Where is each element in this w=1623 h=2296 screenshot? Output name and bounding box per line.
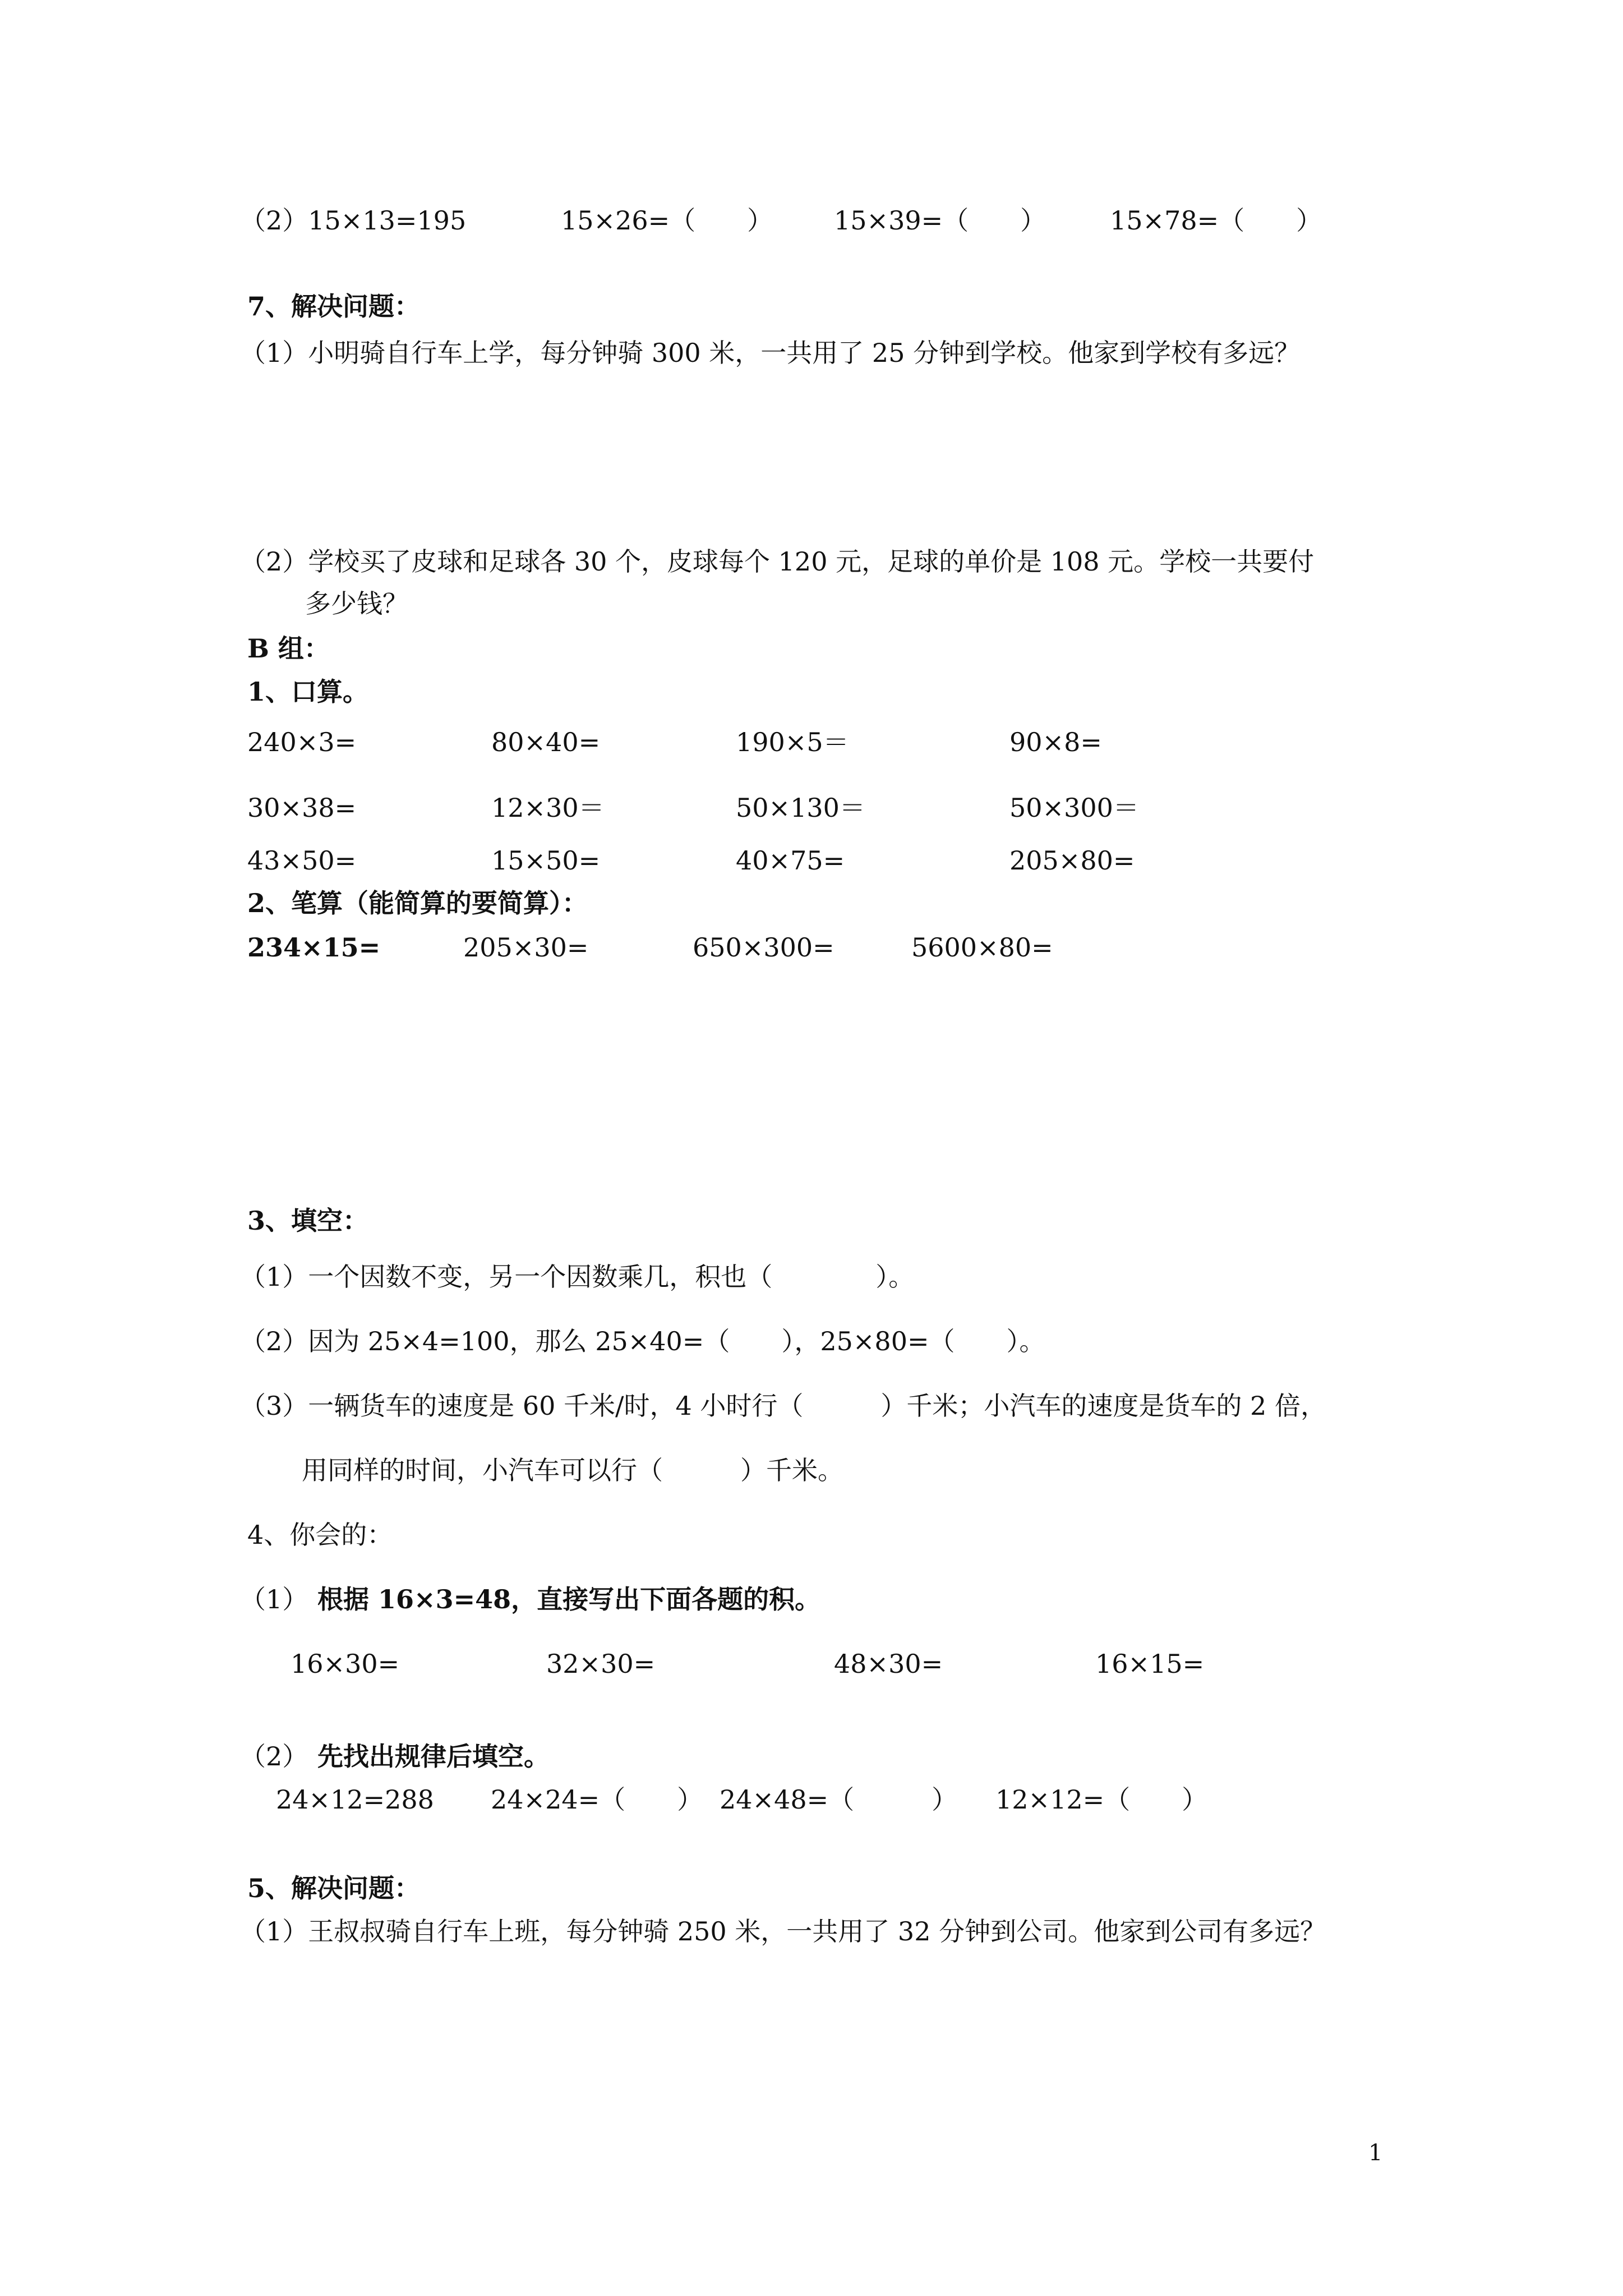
b1-r3-c1: 43×50= bbox=[247, 845, 357, 876]
b4-p2-item-1: 24×12=288 bbox=[276, 1784, 434, 1815]
b1-r2-c2: 12×30＝ bbox=[491, 793, 605, 823]
page-number: 1 bbox=[1368, 2140, 1383, 2166]
b4-p2-item-2: 24×24=（ ） bbox=[491, 1784, 703, 1815]
b2-item-4: 5600×80= bbox=[911, 932, 1053, 963]
q6-item-2: 15×39=（ ） bbox=[834, 205, 1046, 236]
b3-item-2: （2）因为 25×4=100，那么 25×40=（ ），25×80=（ ）。 bbox=[240, 1326, 1045, 1356]
b1-r1-c1: 240×3= bbox=[247, 727, 357, 757]
b4-p1-item-1: 16×30= bbox=[291, 1649, 400, 1679]
b3-item-1: （1）一个因数不变，另一个因数乘几，积也（ ）。 bbox=[240, 1262, 915, 1292]
b4-part-1-label: （1） bbox=[240, 1584, 308, 1614]
q7-problem-1: （1）小明骑自行车上学，每分钟骑 300 米，一共用了 25 分钟到学校。他家到学校有多远？ bbox=[240, 338, 1301, 368]
b3-item-3-line-2: 用同样的时间，小汽车可以行（ ）千米。 bbox=[302, 1455, 843, 1485]
b2-heading: 2、笔算（能简算的要简算）： bbox=[247, 888, 588, 918]
b3-item-3-line-1: （3）一辆货车的速度是 60 千米/时，4 小时行（ ）千米；小汽车的速度是货车的 2 倍， bbox=[240, 1391, 1326, 1421]
b2-item-1: 234×15= bbox=[247, 932, 381, 963]
b4-p2-item-4: 12×12=（ ） bbox=[995, 1784, 1208, 1815]
q7-heading: 7、解决问题： bbox=[247, 291, 421, 321]
q6-item-3: 15×78=（ ） bbox=[1110, 205, 1322, 236]
b1-r1-c2: 80×40= bbox=[491, 727, 601, 757]
b4-p1-item-2: 32×30= bbox=[546, 1649, 656, 1679]
b1-r3-c4: 205×80= bbox=[1009, 845, 1135, 876]
b2-item-2: 205×30= bbox=[463, 932, 589, 963]
b1-heading: 1、口算。 bbox=[247, 677, 369, 707]
b1-r1-c3: 190×5＝ bbox=[736, 727, 849, 757]
b3-heading: 3、填空： bbox=[247, 1205, 369, 1236]
b4-part-2-text: 先找出规律后填空。 bbox=[317, 1741, 550, 1772]
b4-p1-item-4: 16×15= bbox=[1095, 1649, 1205, 1679]
b1-r3-c3: 40×75= bbox=[736, 845, 845, 876]
q7-problem-2-line-1: （2）学校买了皮球和足球各 30 个，皮球每个 120 元，足球的单价是 108 元。学校一共要付 bbox=[240, 546, 1315, 577]
b4-heading: 4、你会的： bbox=[247, 1520, 393, 1550]
b-group-heading: B 组： bbox=[247, 633, 330, 664]
q6-given: （2）15×13=195 bbox=[240, 205, 467, 236]
b1-r1-c4: 90×8= bbox=[1009, 727, 1102, 757]
q6-item-1: 15×26=（ ） bbox=[561, 205, 773, 236]
b4-p1-item-3: 48×30= bbox=[834, 1649, 943, 1679]
b4-part-1-text: 根据 16×3=48，直接写出下面各题的积。 bbox=[317, 1584, 821, 1614]
b2-item-3: 650×300= bbox=[693, 932, 834, 963]
b1-r2-c3: 50×130＝ bbox=[736, 793, 865, 823]
b1-r2-c4: 50×300＝ bbox=[1009, 793, 1139, 823]
b1-r3-c2: 15×50= bbox=[491, 845, 601, 876]
b5-heading: 5、解决问题： bbox=[247, 1873, 421, 1903]
b4-p2-item-3: 24×48=（ ） bbox=[720, 1784, 958, 1815]
b5-problem-1: （1）王叔叔骑自行车上班，每分钟骑 250 米，一共用了 32 分钟到公司。他家到公司有多远？ bbox=[240, 1916, 1326, 1947]
b4-part-2-label: （2） bbox=[240, 1741, 308, 1772]
q7-problem-2-line-2: 多少钱？ bbox=[305, 588, 408, 619]
b1-r2-c1: 30×38= bbox=[247, 793, 357, 823]
